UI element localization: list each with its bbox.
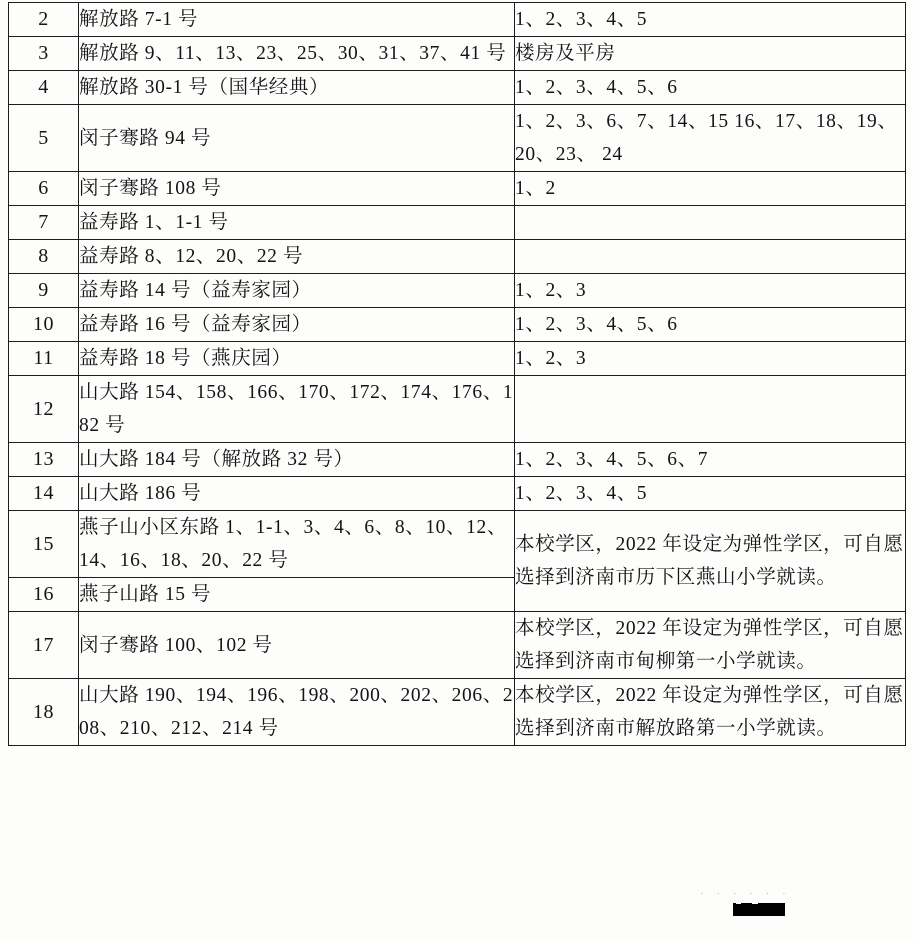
address-cell: 益寿路 16 号（益寿家园） (79, 308, 515, 342)
table-row (9, 679, 906, 746)
table-row (9, 612, 906, 679)
address-cell: 山大路 186 号 (79, 477, 515, 511)
address-cell: 益寿路 8、12、20、22 号 (79, 240, 515, 274)
address-cell: 闵子骞路 100、102 号 (79, 612, 515, 679)
table-row (9, 206, 906, 240)
table-row (9, 71, 906, 105)
row-number-cell: 6 (9, 172, 79, 206)
row-number-cell: 10 (9, 308, 79, 342)
table-row (9, 37, 906, 71)
table-row (9, 342, 906, 376)
note-cell: 本校学区，2022 年设定为弹性学区，可自愿选择到济南市解放路第一小学就读。 (515, 679, 906, 746)
row-number-cell: 8 (9, 240, 79, 274)
row-number-cell: 15 (9, 511, 79, 578)
table-row (9, 240, 906, 274)
address-cell: 山大路 184 号（解放路 32 号） (79, 443, 515, 477)
table-row (9, 172, 906, 206)
table-row (9, 105, 906, 172)
row-number-cell: 14 (9, 477, 79, 511)
note-cell: 1、2、3、4、5 (515, 3, 906, 37)
table-row (9, 443, 906, 477)
row-number-cell: 2 (9, 3, 79, 37)
address-cell: 益寿路 14 号（益寿家园） (79, 274, 515, 308)
table-row (9, 274, 906, 308)
address-cell: 解放路 9、11、13、23、25、30、31、37、41 号 (79, 37, 515, 71)
address-cell: 燕子山路 15 号 (79, 578, 515, 612)
note-cell: 1、2、3、4、5、6 (515, 308, 906, 342)
table-row (9, 511, 906, 578)
address-cell: 闵子骞路 108 号 (79, 172, 515, 206)
row-number-cell: 11 (9, 342, 79, 376)
address-cell: 山大路 190、194、196、198、200、202、206、208、210、212、214 号 (79, 679, 515, 746)
row-number-cell: 17 (9, 612, 79, 679)
row-number-cell: 4 (9, 71, 79, 105)
row-number-cell: 13 (9, 443, 79, 477)
note-cell: 1、2、3、4、5、6 (515, 71, 906, 105)
watermark-ghost: · · · · · · (700, 888, 791, 900)
note-cell: 1、2、3、6、7、14、15 16、17、18、19、20、23、 24 (515, 105, 906, 172)
note-cell: 1、2、3、4、5 (515, 477, 906, 511)
row-number-cell: 7 (9, 206, 79, 240)
row-number-cell: 5 (9, 105, 79, 172)
address-cell: 益寿路 18 号（燕庆园） (79, 342, 515, 376)
note-cell: 1、2 (515, 172, 906, 206)
address-cell: 山大路 154、158、166、170、172、174、176、182 号 (79, 376, 515, 443)
table-row (9, 477, 906, 511)
note-cell (515, 206, 906, 240)
school-zone-address-table (8, 2, 906, 746)
row-number-cell: 18 (9, 679, 79, 746)
note-cell: 本校学区，2022 年设定为弹性学区，可自愿选择到济南市历下区燕山小学就读。 (515, 511, 906, 612)
table-row (9, 308, 906, 342)
table-row (9, 3, 906, 37)
note-cell: 1、2、3 (515, 274, 906, 308)
note-cell (515, 376, 906, 443)
note-cell: 1、2、3 (515, 342, 906, 376)
address-cell: 解放路 7-1 号 (79, 3, 515, 37)
row-number-cell: 12 (9, 376, 79, 443)
address-cell: 燕子山小区东路 1、1-1、3、4、6、8、10、12、14、16、18、20、22 号 (79, 511, 515, 578)
note-cell: 1、2、3、4、5、6、7 (515, 443, 906, 477)
address-cell: 益寿路 1、1-1 号 (79, 206, 515, 240)
row-number-cell: 9 (9, 274, 79, 308)
address-cell: 闵子骞路 94 号 (79, 105, 515, 172)
scan-smudge (636, 872, 816, 898)
redaction-bar (733, 903, 785, 916)
note-cell (515, 240, 906, 274)
table-body (9, 3, 906, 746)
address-cell: 解放路 30-1 号（国华经典） (79, 71, 515, 105)
row-number-cell: 3 (9, 37, 79, 71)
table-row (9, 376, 906, 443)
row-number-cell: 16 (9, 578, 79, 612)
note-cell: 楼房及平房 (515, 37, 906, 71)
note-cell: 本校学区，2022 年设定为弹性学区，可自愿选择到济南市甸柳第一小学就读。 (515, 612, 906, 679)
